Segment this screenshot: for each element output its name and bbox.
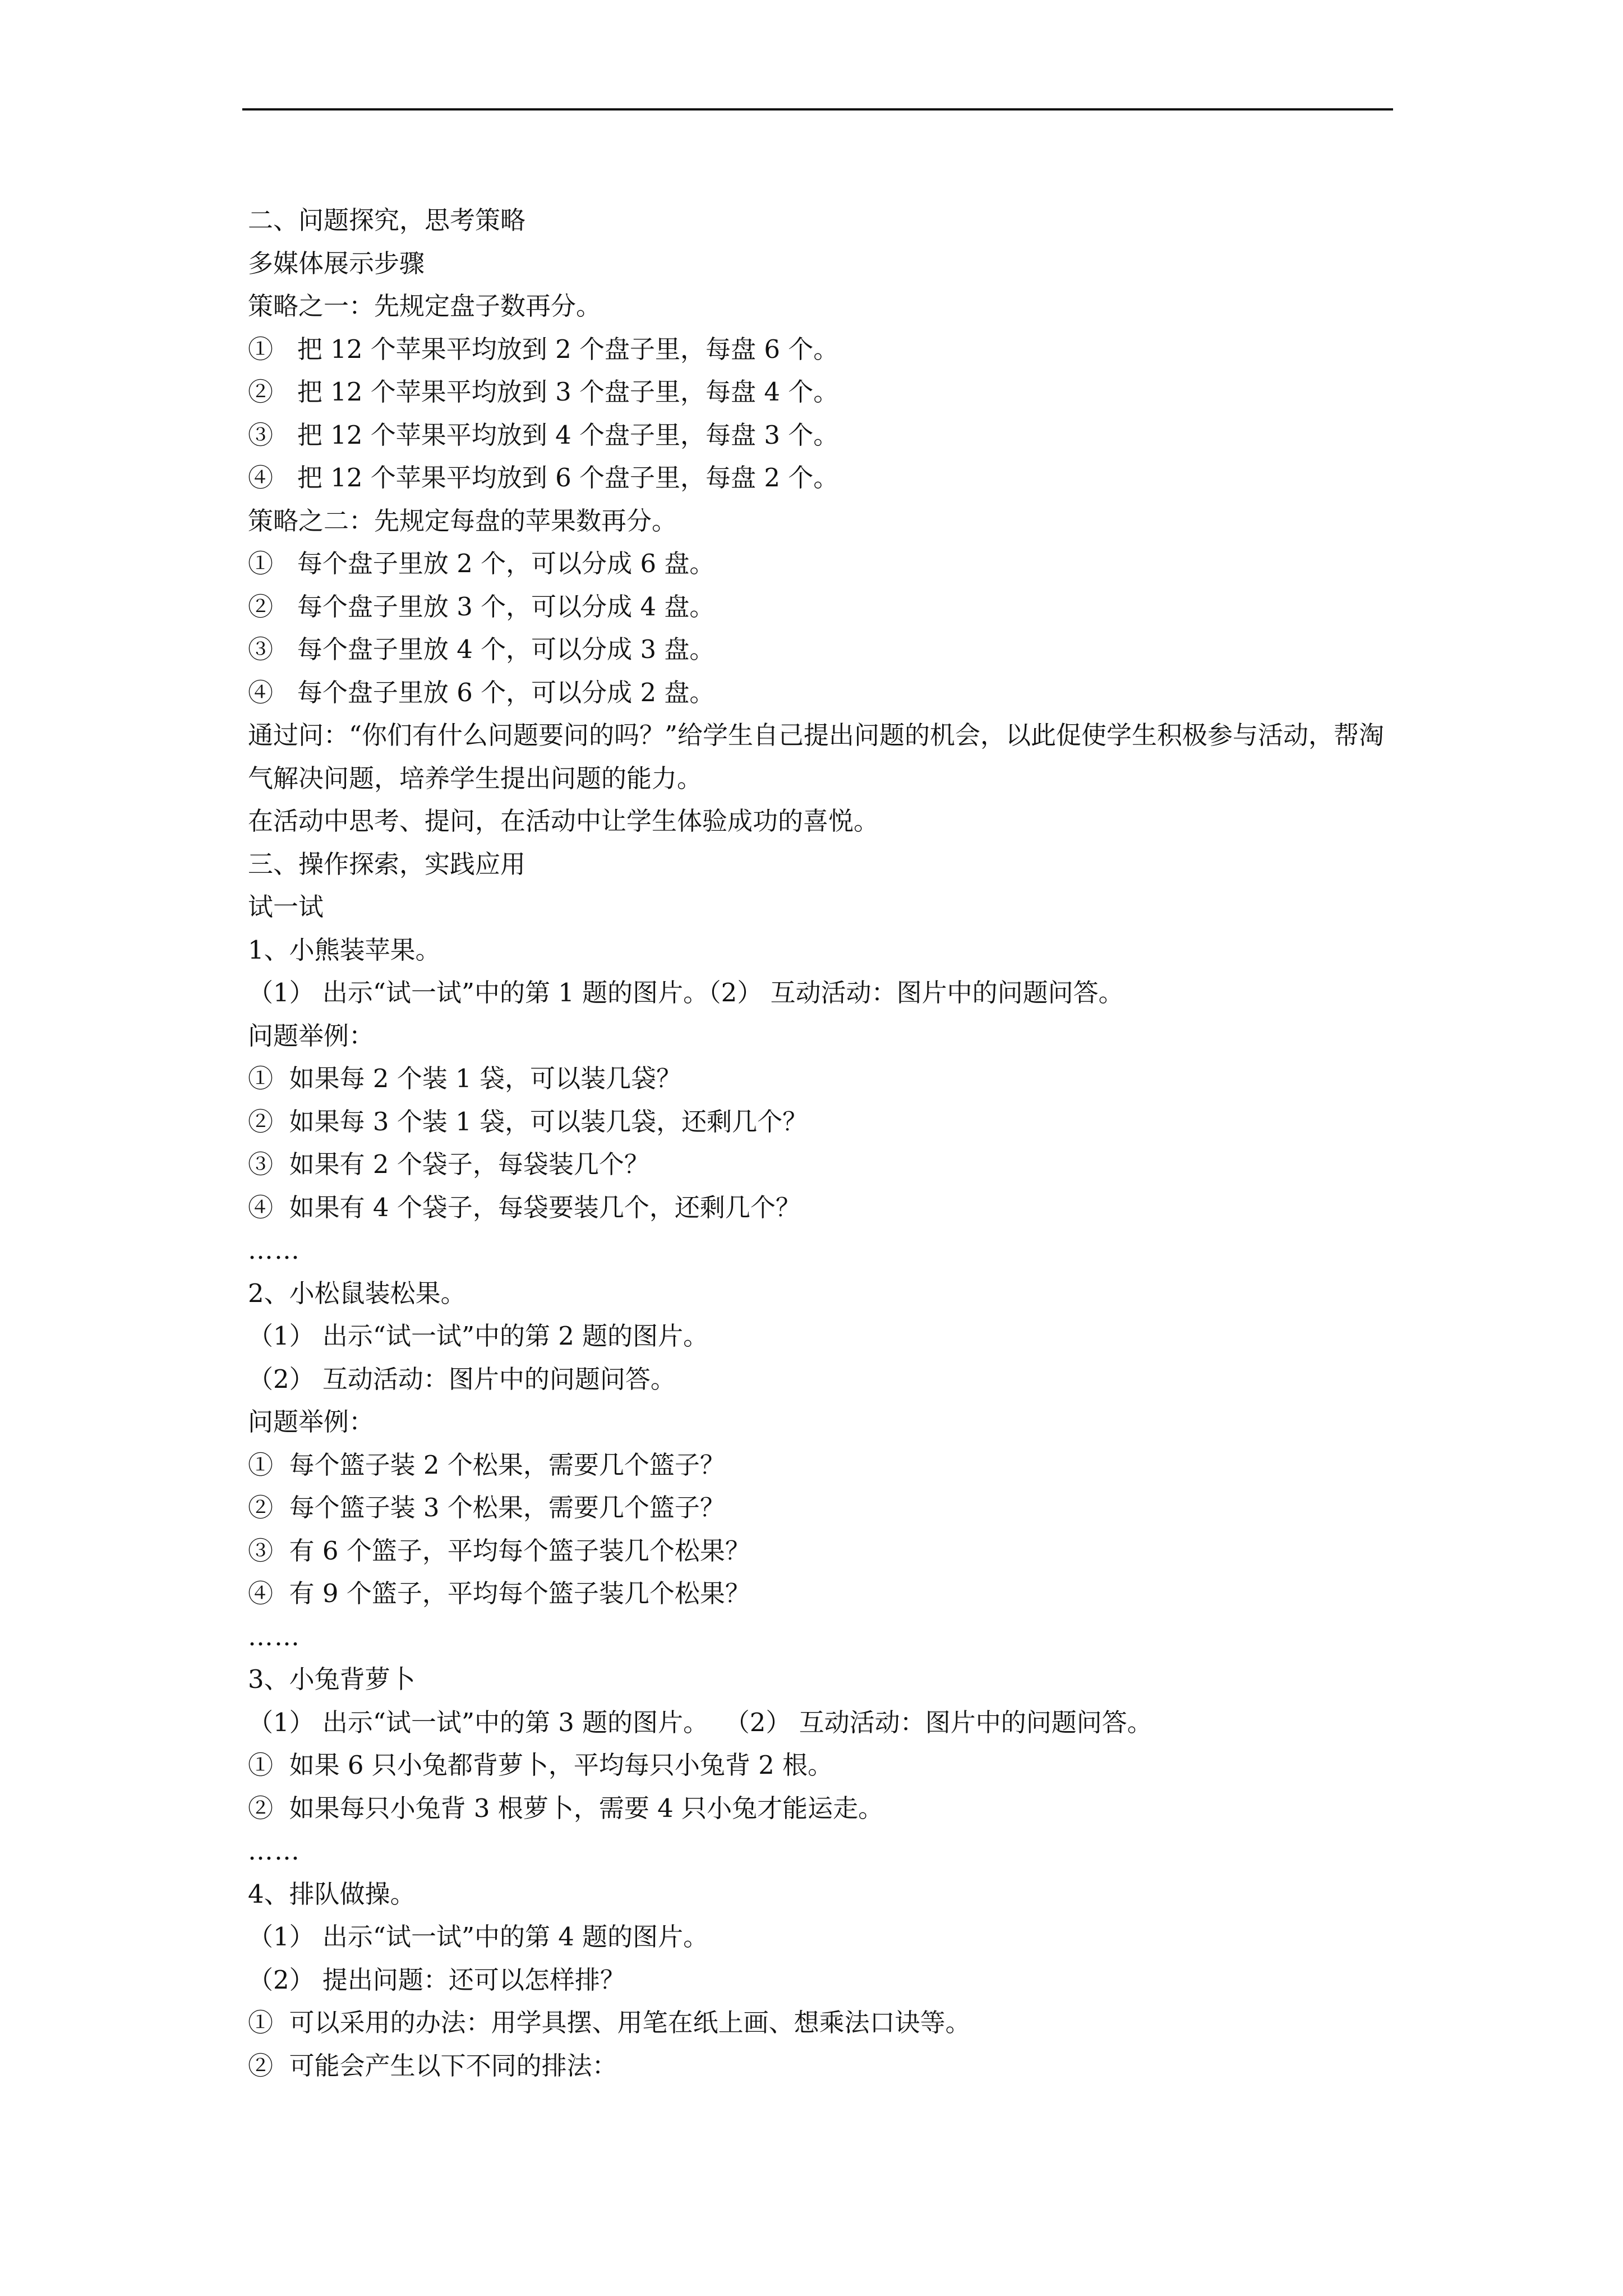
ellipsis: ……	[248, 1621, 301, 1651]
ellipsis: ……	[248, 1836, 301, 1866]
subheading: 试一试	[248, 892, 324, 922]
list-item: ① 把 12 个苹果平均放到 2 个盘子里，每盘 6 个。	[248, 334, 839, 364]
list-item: ③ 每个盘子里放 4 个，可以分成 3 盘。	[248, 634, 715, 664]
list-item: ① 每个盘子里放 2 个，可以分成 6 盘。	[248, 549, 715, 578]
exercise-heading: 1、小熊装苹果。	[248, 935, 441, 965]
text-line: （1） 出示“试一试”中的第 3 题的图片。 （2） 互动活动：图片中的问题问答。	[248, 1707, 1152, 1737]
list-item: ④ 把 12 个苹果平均放到 6 个盘子里，每盘 2 个。	[248, 463, 839, 493]
text-line: （1） 出示“试一试”中的第 1 题的图片。（2） 互动活动：图片中的问题问答。	[248, 978, 1124, 1007]
strategy-heading-1: 策略之一：先规定盘子数再分。	[248, 291, 602, 321]
list-item: ② 每个盘子里放 3 个，可以分成 4 盘。	[248, 591, 715, 622]
section-heading-2: 二、问题探究，思考策略	[248, 205, 526, 235]
list-item: ③ 把 12 个苹果平均放到 4 个盘子里，每盘 3 个。	[248, 420, 839, 450]
list-item: ② 可能会产生以下不同的排法：	[248, 2050, 617, 2081]
ellipsis: ……	[248, 1235, 301, 1265]
exercise-heading: 2、小松鼠装松果。	[248, 1278, 466, 1308]
exercise-heading: 4、排队做操。	[248, 1879, 416, 1909]
list-item: ① 如果 6 只小兔都背萝卜，平均每只小兔背 2 根。	[248, 1750, 833, 1780]
list-item: ② 每个篮子装 3 个松果，需要几个篮子？	[248, 1493, 725, 1522]
text-line: （1） 出示“试一试”中的第 4 题的图片。	[248, 1922, 709, 1952]
strategy-heading-2: 策略之二：先规定每盘的苹果数再分。	[248, 505, 677, 536]
text-line: 在活动中思考、提问，在活动中让学生体验成功的喜悦。	[248, 806, 879, 836]
text-line: （1） 出示“试一试”中的第 2 题的图片。	[248, 1321, 709, 1351]
list-item: ① 可以采用的办法：用学具摆、用笔在纸上画、想乘法口诀等。	[248, 2008, 971, 2037]
document-body	[248, 199, 1398, 2087]
text-line: 问题举例：	[248, 1020, 375, 1051]
list-item: ③ 如果有 2 个袋子，每袋装几个？	[248, 1149, 649, 1179]
text-line: 问题举例：	[248, 1407, 375, 1437]
list-item: ② 如果每只小兔背 3 根萝卜，需要 4 只小兔才能运走。	[248, 1793, 884, 1823]
list-item: ① 每个篮子装 2 个松果，需要几个篮子？	[248, 1450, 725, 1480]
exercise-heading: 3、小兔背萝卜	[248, 1664, 416, 1694]
list-item: ④ 每个盘子里放 6 个，可以分成 2 盘。	[248, 677, 715, 707]
list-item: ① 如果每 2 个装 1 袋，可以装几袋？	[248, 1064, 682, 1093]
list-item: ② 把 12 个苹果平均放到 3 个盘子里，每盘 4 个。	[248, 377, 839, 407]
text-line: （2） 提出问题：还可以怎样排？	[248, 1964, 625, 1995]
list-item: ③ 有 6 个篮子，平均每个篮子装几个松果？	[248, 1535, 750, 1566]
list-item: ④ 如果有 4 个袋子，每袋要装几个，还剩几个？	[248, 1192, 801, 1222]
header-rule	[242, 108, 1393, 111]
list-item: ④ 有 9 个篮子，平均每个篮子装几个松果？	[248, 1579, 750, 1608]
text-line: 多媒体展示步骤	[248, 248, 425, 278]
list-item: ② 如果每 3 个装 1 袋，可以装几袋，还剩几个？	[248, 1106, 808, 1137]
paragraph: 通过问：“你们有什么问题要问的吗？”给学生自己提出问题的机会，以此促使学生积极参与活动，帮淘气解决问题，培养学生提出问题的能力。	[248, 720, 1385, 793]
text-line: （2） 互动活动：图片中的问题问答。	[248, 1364, 676, 1394]
section-heading-3: 三、操作探索，实践应用	[248, 849, 526, 879]
